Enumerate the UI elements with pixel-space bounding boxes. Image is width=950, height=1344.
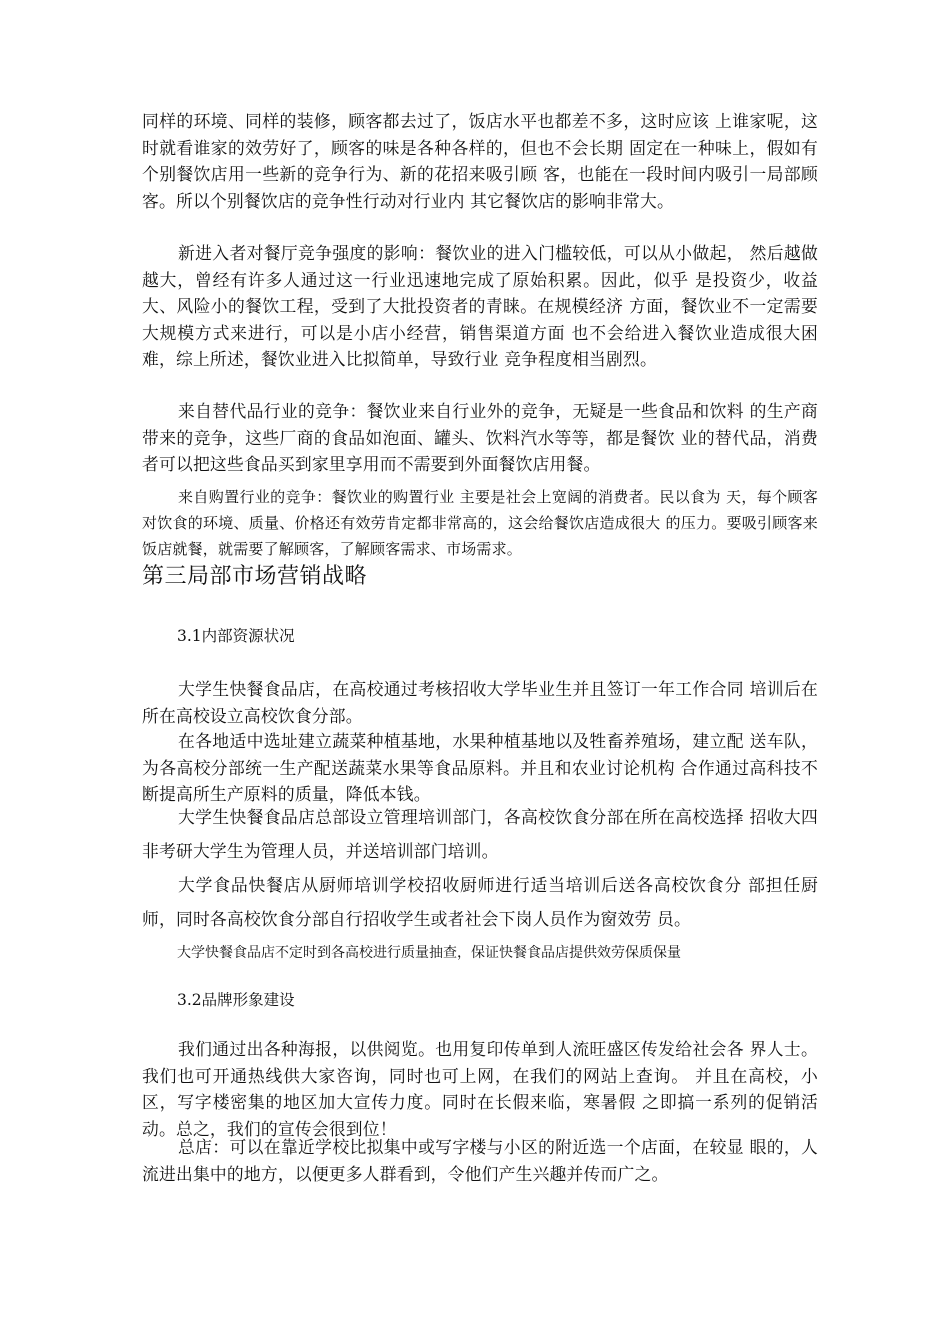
paragraph-chef-training: 大学食品快餐店从厨师培训学校招收厨师进行适当培训后送各高校饮食分 部担任厨师，同时各高校饮食分部自行招收学生或者社会下岗人员作为窗效劳 员。 xyxy=(142,875,818,929)
paragraph-promotion: 我们通过出各种海报，以供阅览。也用复印传单到人流旺盛区传发给社会各 界人士。我们也可开通热线供大家咨询，同时也可上网，在我们的网站上查询。 并且在高校，小区，写字楼密集的地区加大宣传力度。同时在长假来临，寒暑假 之即搞一系列的促销活动。总之，我们的宣传会很到位！ xyxy=(142,1039,818,1139)
section-heading: 第三局部市场营销战略 xyxy=(142,564,368,589)
paragraph-supply-base: 在各地适中选址建立蔬菜种植基地，水果种植基地以及牲畜养殖场，建立配 送车队，为各高校分部统一生产配送蔬菜水果等食品原料。并且和农业讨论机构 合作通过高科技不断提高所生产原料的质量，降低本钱。 xyxy=(142,731,818,804)
paragraph-quality-check: 大学快餐食品店不定时到各高校进行质量抽查，保证快餐食品店提供效劳保质保量 xyxy=(177,945,681,961)
paragraph-management-training: 大学生快餐食品店总部设立管理培训部门，各高校饮食分部在所在高校选择 招收大四非考研大学生为管理人员，并送培训部门培训。 xyxy=(142,807,818,861)
subheading-brand-image: 3.2品牌形象建设 xyxy=(177,991,295,1009)
paragraph-buyers: 来自购置行业的竞争：餐饮业的购置行业 主要是社会上宽阔的消费者。民以食为 天，每个顾客对饮食的环境、质量、价格还有效劳肯定都非常高的，这会给餐饮店造成很大 的压力。要吸引顾客来饭店就餐，就需要了解顾客，了解顾客需求、市场需求。 xyxy=(142,488,818,558)
paragraph-main-store: 总店：可以在靠近学校比拟集中或写字楼与小区的附近选一个店面，在较显 眼的，人流进出集中的地方，以便更多人群看到，令他们产生兴趣并传而广之。 xyxy=(142,1137,818,1184)
paragraph-substitutes: 来自替代品行业的竞争：餐饮业来自行业外的竞争，无疑是一些食品和饮料 的生产商带来的竞争，这些厂商的食品如泡面、罐头、饮料汽水等等，都是餐饮 业的替代品，消费者可以把这些食品买到家里享用而不需要到外面餐饮店用餐。 xyxy=(142,401,818,474)
paragraph-new-entrants: 新进入者对餐厅竞争强度的影响：餐饮业的进入门槛较低，可以从小做起， 然后越做越大，曾经有许多人通过这一行业迅速地完成了原始积累。因此，似乎 是投资少，收益大、风险小的餐饮工程，受到了大批投资者的青睐。在规模经济 方面，餐饮业不一定需要大规模方式来进行，可以是小店小经营，销售渠道方面 也不会给进入餐饮业造成很大困难，综上所述，餐饮业进入比拟简单，导致行业 竞争程度相当剧烈。 xyxy=(142,243,818,369)
paragraph-recruitment: 大学生快餐食品店，在高校通过考核招收大学毕业生并且签订一年工作合同 培训后在所在高校设立高校饮食分部。 xyxy=(142,679,818,726)
subheading-internal-resources: 3.1内部资源状况 xyxy=(177,627,295,645)
paragraph-competition-behavior: 同样的环境、同样的装修，顾客都去过了，饭店水平也都差不多，这时应该 上谁家呢，这时就看谁家的效劳好了，顾客的味是各种各样的，但也不会长期 固定在一种味上，假如有个别餐饮店用一些新的竞争行为、新的花招来吸引顾 客，也能在一段时间内吸引一局部顾客。所以个别餐饮店的竞争性行动对行业内 其它餐饮店的影响非常大。 xyxy=(142,111,818,211)
